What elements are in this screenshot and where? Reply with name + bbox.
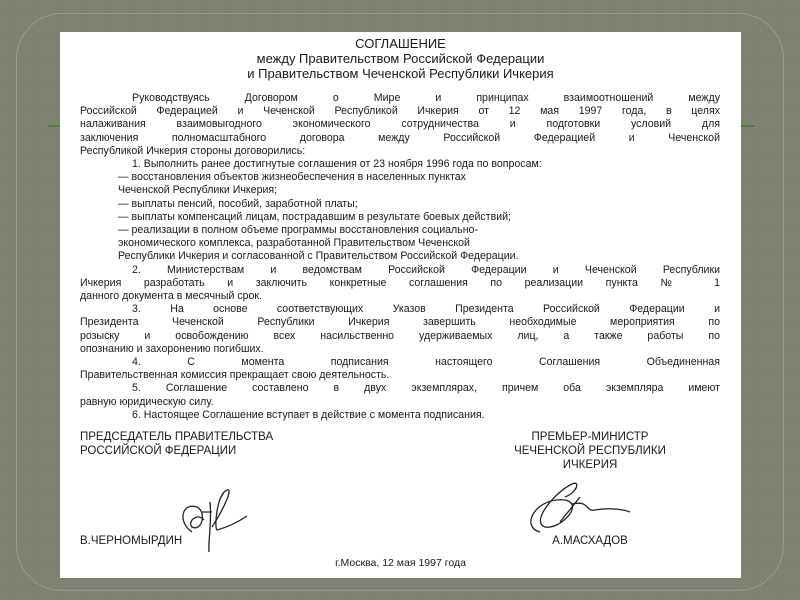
text-line: — выплаты компенсаций лицам, пострадавшим в результате боевых действий; — [118, 210, 511, 223]
signatory-left-title — [80, 430, 273, 458]
text-line: Правительственная комиссия прекращает свою деятельность. — [80, 369, 390, 382]
signature-right — [510, 472, 650, 542]
place-date: г.Москва, 12 мая 1997 года — [335, 557, 466, 569]
signatory-left-name: В.ЧЕРНОМЫРДИН — [80, 535, 183, 547]
text-line: налаживания взаимовыгодного экономического сотрудничества и подготовки условий для — [80, 118, 720, 131]
text-line: экономического комплекса, разработанной Правительством Чеченской — [118, 237, 470, 250]
text-line: Республикой Ичкерия стороны договорились: — [80, 144, 306, 157]
text-line: — выплаты пенсий, пособий, заработной платы; — [118, 197, 358, 210]
text-line: опознанию и захоронению погибших. — [80, 342, 264, 355]
document-subtitle: и Правительством Чеченской Республики Ичкерия — [247, 66, 554, 81]
text-line: Руководствуясь Договором о Мире и принципах взаимоотношений между — [132, 92, 720, 104]
text-line: — восстановления объектов жизнеобеспечения в населенных пунктах — [118, 171, 466, 184]
document-subtitle: между Правительством Российской Федерации — [256, 51, 545, 66]
text-line: Президента Чеченской Республики Ичкерия завершить необходимые мероприятия по — [80, 316, 720, 329]
signature-left — [172, 482, 272, 562]
text-line: розыску и освобождению всех насильственно удерживаемых лиц, а также работы по — [80, 329, 720, 342]
text-line: 5. Соглашение составлено в двух экземплярах, причем оба экземпляра имеют — [132, 382, 720, 395]
text-line: 3. На основе соответствующих Указов Президента Российской Федерации и — [132, 303, 720, 316]
text-line: 6. Настоящее Соглашение вступает в действие с момента подписания. — [132, 408, 485, 421]
document-scan — [60, 32, 741, 578]
text-line: Республики Ичкерия и согласованной с Правительством Российской Федерации. — [118, 250, 519, 263]
signatory-title-line: ЧЕЧЕНСКОЙ РЕСПУБЛИКИ — [514, 445, 666, 457]
slide-rule-right — [740, 125, 754, 127]
text-line: заключения полномасштабного договора между Российской Федерацией и Чеченской — [80, 131, 720, 144]
text-line: данного документа в месячный срок. — [80, 289, 263, 302]
signatory-right-name: А.МАСХАДОВ — [552, 535, 628, 547]
text-line: 4. С момента подписания настоящего Соглашения Объединенная — [132, 355, 720, 368]
text-line: Российской Федерацией и Чеченской Республикой Ичкерия от 12 мая 1997 года, в целях — [80, 105, 720, 118]
text-line: — реализации в полном объеме программы восстановления социально- — [118, 223, 478, 236]
text-line: 2. Министерствам и ведомствам Российской Федерации и Чеченской Республики — [132, 263, 720, 276]
signatory-title-line: ИЧКЕРИЯ — [562, 459, 618, 471]
document-body — [80, 92, 720, 422]
document-title: СОГЛАШЕНИЕ — [355, 36, 446, 51]
signatory-title-line: РОССИЙСКОЙ ФЕДЕРАЦИИ — [80, 445, 237, 457]
text-line: Чеченской Республики Ичкерия; — [118, 184, 278, 197]
signatory-title-line: ПРЕДСЕДАТЕЛЬ ПРАВИТЕЛЬСТВА — [80, 431, 274, 443]
text-line: Ичкерия разработать и заключить конкретные соглашения по реализации пункта № 1 — [80, 276, 720, 289]
text-line: равную юридическую силу. — [80, 395, 214, 408]
text-line: 1. Выполнить ранее достигнутые соглашения от 23 ноября 1996 года по вопросам: — [132, 157, 542, 170]
signatory-title-line: ПРЕМЬЕР-МИНИСТР — [531, 431, 649, 443]
signatory-right-title — [480, 430, 700, 472]
